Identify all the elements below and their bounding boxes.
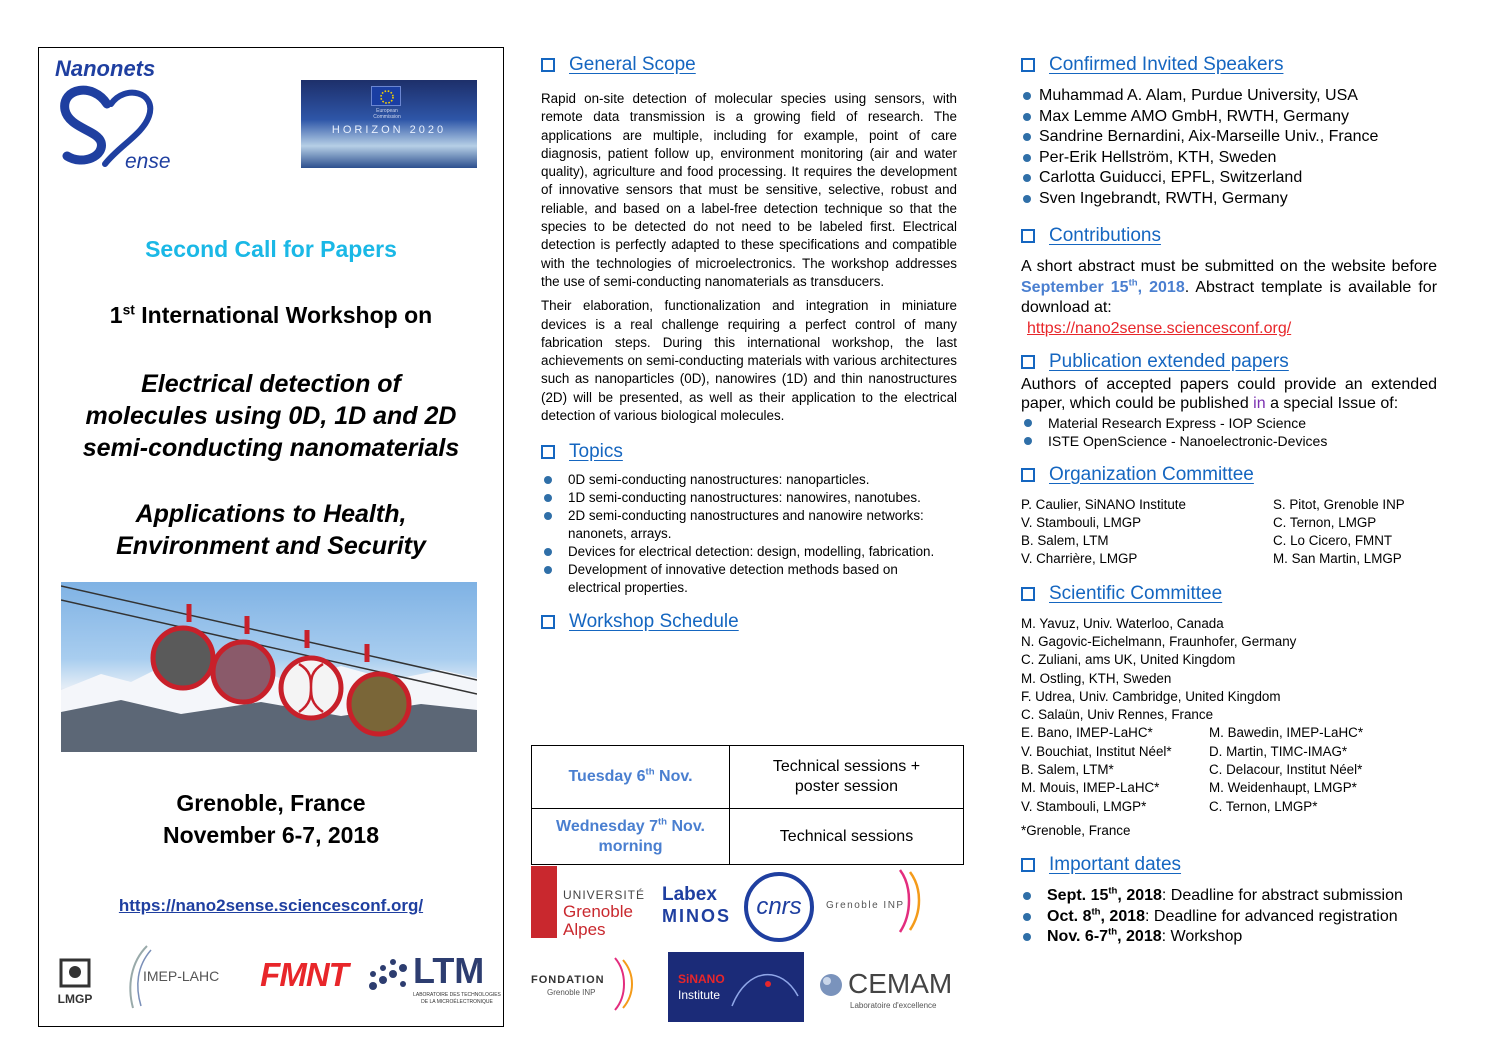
day-line2: morning [598,837,663,855]
fondation-text-2: Grenoble INP [547,988,596,997]
member: V. Stambouli, LMGP [1021,514,1142,530]
member: F. Udrea, Univ. Cambridge, United Kingdom [1021,688,1281,704]
publication-text [1021,375,1437,414]
labex-text-1: Labex [662,884,717,905]
uga-red-bar [531,866,557,938]
date-year: , 2018 [1117,928,1162,946]
topics-list [541,471,941,597]
day-text: Nov. [667,817,705,835]
day-sup: th [657,816,668,828]
member: S. Pitot, Grenoble INP [1273,496,1405,512]
sci-col-left [1021,724,1209,815]
eu-flag-icon [371,86,401,106]
checkbox-icon [541,615,555,629]
nanonets-logo [53,54,193,174]
contrib-text: A short abstract must be submitted on the website before [1021,258,1437,275]
list-item [1021,907,1437,928]
checkbox-icon [541,58,555,72]
contrib-text: . Abstract template is available for download at: [1021,278,1438,316]
imep-logo [109,942,239,1012]
pub-text: a special Issue of: [1265,395,1399,412]
checkbox-icon [1021,587,1035,601]
ec-caption: European Commission [373,108,401,120]
day-text: Tuesday 6 [568,768,646,785]
date-sup: th [1108,885,1118,897]
list-item: Development of innovative detection methods based on electrical properties. [541,561,941,597]
list-item: 0D semi-conducting nanostructures: nanoparticles. [541,471,941,489]
website-link-wrap [39,896,503,916]
lmgp-logo-text: LMGP [57,992,93,1006]
sinano-text-2: Institute [678,988,721,1002]
ltm-logo-text: LTM [413,950,485,991]
member: M. Bawedin, IMEP-LaHC* [1209,725,1364,741]
date-text: Sept. 15 [1047,887,1109,905]
schedule-heading [541,609,957,635]
sci-heading [1021,581,1437,607]
website-link[interactable]: https://nano2sense.sciencesconf.org/ [118,896,424,915]
speakers-heading [1021,52,1437,78]
sinano-arc-icon [728,956,802,1016]
heading-text: Topics [569,441,623,463]
dates-list [1021,886,1437,948]
org-heading [1021,462,1437,488]
heading-text: Scientific Committee [1049,582,1223,604]
list-item: Max Lemme AMO GmbH, RWTH, Germany [1021,107,1437,128]
contrib-link[interactable]: https://nano2sense.sciencesconf.org/ [1027,319,1292,337]
schedule-day [532,809,730,865]
heading-text: Publication extended papers [1049,350,1289,372]
day-text: Wednesday 7 [556,817,658,835]
member: C. Ternon, LMGP [1273,514,1377,530]
heading-text: Confirmed Invited Speakers [1049,54,1284,75]
member: D. Martin, TIMC-IMAG* [1209,743,1348,759]
heart-s-icon [53,80,193,174]
member: C. Zuliani, ams UK, United Kingdom [1021,652,1236,668]
pub-text: Authors of accepted papers could provide an extended paper, which could be published [1021,375,1437,412]
ltm-logo [363,948,503,1018]
date-sup: th [1108,926,1118,938]
cemam-subtext: Laboratoire d'excellence [850,1001,937,1010]
workshop-title [39,368,503,464]
horizon-2020-banner [301,80,477,168]
inp-logo-text: Grenoble INP [826,900,905,911]
sinano-logo [668,952,804,1022]
app-line: Environment and Security [116,532,426,560]
cable-car-illustration [61,582,477,752]
member: V. Charrière, LMGP [1021,551,1138,567]
schedule-day [532,746,730,809]
member: C. Ternon, LMGP* [1209,798,1318,814]
contrib-deadline-sup: th [1128,277,1138,289]
cemam-text: CEMAM [848,968,953,999]
cnrs-logo: cnrs [744,872,814,942]
member: M. Weidenhaupt, LMGP* [1209,780,1357,796]
sinano-text-1: SiNANO [678,972,725,986]
checkbox-icon [1021,355,1035,369]
ltm-logo-subtext: LABORATOIRE DES TECHNOLOGIES DE LA MICROÉLECTRONIQUE [413,992,501,1005]
member: B. Salem, LTM [1021,533,1109,549]
table-row [532,809,964,865]
workshop-number: 1 [109,302,123,328]
sci-grenoble [1021,724,1437,815]
list-item: ISTE OpenScience - Nanoelectronic-Devices [1021,432,1437,450]
labex-text-2: MINOS [662,906,732,926]
sense-logo-text: ense [125,150,171,173]
member: B. Salem, LTM* [1021,762,1114,778]
date-desc: : Deadline for abstract submission [1161,887,1403,905]
checkbox-icon [541,445,555,459]
dates: November 6-7, 2018 [162,822,380,848]
list-item: Material Research Express - IOP Science [1021,414,1437,432]
checkbox-icon [1021,229,1035,243]
topics-heading [541,439,957,465]
member: M. San Martin, LMGP [1273,551,1402,567]
sci-note: *Grenoble, France [1021,822,1131,838]
member: M. Yavuz, Univ. Waterloo, Canada [1021,615,1224,631]
contributions-heading [1021,223,1437,249]
workshop-text: International Workshop on [134,302,433,328]
title-line: Electrical detection of [141,370,401,398]
list-item: 1D semi-conducting nanostructures: nanowires, nanotubes. [541,489,941,507]
list-item: Carlotta Guiducci, EPFL, Switzerland [1021,168,1437,189]
general-scope-heading [541,52,957,78]
member: N. Gagovic-Eichelmann, Fraunhofer, Germany [1021,633,1297,649]
scope-paragraph-2: Their elaboration, functionalization and integration in miniature devices is a real challenge requiring a perfect control of many fabrication steps. During this international workshop, the last achievements on semi-conducting materials with various architectures such as nanoparticles (0D), nanowires (1D) and thin nanostructures (2D) will be presented, as well as their application to the electrical detection of various biological molecules. [541,298,957,424]
ltm-dots-icon [367,956,409,992]
date-desc: : Workshop [1161,928,1243,946]
publication-heading [1021,349,1437,375]
workshop-sup: st [122,302,135,318]
uga-logo [531,866,651,938]
nanonets-logo-text: Nanonets [55,56,156,81]
fondation-text-1: FONDATION [531,974,605,986]
call-title: Second Call for Papers [145,236,397,262]
sci-col-right [1209,724,1363,815]
date-text: Nov. 6-7 [1047,928,1109,946]
heading-text: General Scope [569,54,696,75]
lmgp-emblem-icon [55,952,95,992]
schedule-table [531,745,964,865]
scope-paragraph-1: Rapid on-site detection of molecular species using sensors, with remote data transmission is a growing field of research. The applications are multiple, including for example, point of care diagnosis, patient follow up, environment monitoring (air and water quality), agriculture and food processing. It requires the development of innovative sensors that must be sensitive, selective, robust and reliable, and based on a label-free detection technique so that the species to be detected do not need to be labeled first. Electrical detection is perfectly adapted to these specifications and compatible with the technologies of microelectronics. The workshop addresses the use of semi-conducting nanomaterials as transducers. [541,91,957,289]
cemam-globe-icon [818,972,844,998]
fmnt-logo: FMNT [260,956,348,993]
fondation-swoosh-icon [609,954,645,1014]
contrib-deadline [1021,279,1185,296]
org-col-left [1021,496,1273,569]
imep-logo-text: IMEP-LAHC [143,968,220,984]
dates-heading [1021,852,1437,878]
contrib-deadline-text: September 15 [1021,278,1129,296]
location: Grenoble, France [176,790,366,816]
cable-car-photo [61,582,477,752]
middle-column [541,52,957,635]
list-item: 2D semi-conducting nanostructures and nanowire networks: nanonets, arrays. [541,507,941,543]
sci-committee [1021,615,1437,841]
lmgp-logo [47,946,103,1012]
applications-title [39,498,503,562]
date-desc: : Deadline for advanced registration [1145,907,1398,925]
member: C. Delacour, Institut Néel* [1209,762,1363,778]
checkbox-icon [1021,858,1035,872]
desc-line: Technical sessions [779,827,914,845]
date-year: , 2018 [1117,887,1162,905]
desc-line: Technical sessions + [772,758,921,775]
schedule-desc [730,746,964,809]
desc-line: poster session [794,778,899,795]
heading-text: Important dates [1049,854,1182,876]
app-line: Applications to Health, [135,500,407,528]
date-text: Oct. 8 [1047,907,1092,925]
heading-text: Contributions [1049,225,1161,246]
table-row [532,746,964,809]
fondation-logo [531,954,651,1014]
date-sup: th [1091,906,1101,918]
org-col-right [1273,496,1405,569]
heading-text: Workshop Schedule [569,611,739,633]
list-item [1021,927,1437,948]
schedule-desc [730,809,964,865]
day-text: Nov. [654,768,693,785]
member: V. Bouchiat, Institut Néel* [1021,743,1172,759]
member: P. Caulier, SiNANO Institute [1021,496,1186,512]
member: C. Lo Cicero, FMNT [1273,533,1393,549]
checkbox-icon [1021,468,1035,482]
list-item: Sandrine Bernardini, Aix-Marseille Univ., France [1021,127,1437,148]
list-item: Sven Ingebrandt, RWTH, Germany [1021,189,1437,210]
title-line: semi-conducting nanomaterials [82,434,460,462]
right-column [1021,52,1437,948]
horizon-text: HORIZON 2020 [331,124,447,136]
list-item [1021,886,1437,907]
member: V. Stambouli, LMGP* [1021,798,1147,814]
contrib-deadline-year: , 2018 [1137,278,1185,296]
day-sup: th [645,766,655,778]
member: M. Ostling, KTH, Sweden [1021,670,1172,686]
cover-panel [38,47,504,1027]
grenoble-inp-logo [826,866,956,936]
date-year: , 2018 [1100,907,1146,925]
publication-list [1021,414,1437,450]
list-item: Per-Erik Hellström, KTH, Sweden [1021,148,1437,169]
list-item: Muhammad A. Alam, Purdue University, USA [1021,86,1437,107]
member: C. Salaün, Univ Rennes, France [1021,707,1214,723]
workshop-line [39,302,503,329]
uga-text-2: Grenoble [563,902,633,921]
list-item: Devices for electrical detection: design, modelling, fabrication. [541,543,941,561]
labex-logo [662,884,734,927]
uga-text-3: Alpes [563,920,606,939]
heading-text: Organization Committee [1049,463,1254,485]
title-line: molecules using 0D, 1D and 2D [85,402,457,430]
cemam-logo [818,968,958,1018]
org-committee [1021,496,1437,569]
speakers-list [1021,86,1437,209]
member: M. Mouis, IMEP-LaHC* [1021,780,1160,796]
contributions-text [1021,257,1437,319]
uga-text-1: UNIVERSITÉ [563,888,646,902]
member: E. Bano, IMEP-LaHC* [1021,725,1153,741]
checkbox-icon [1021,58,1035,72]
pub-in: in [1253,395,1266,412]
